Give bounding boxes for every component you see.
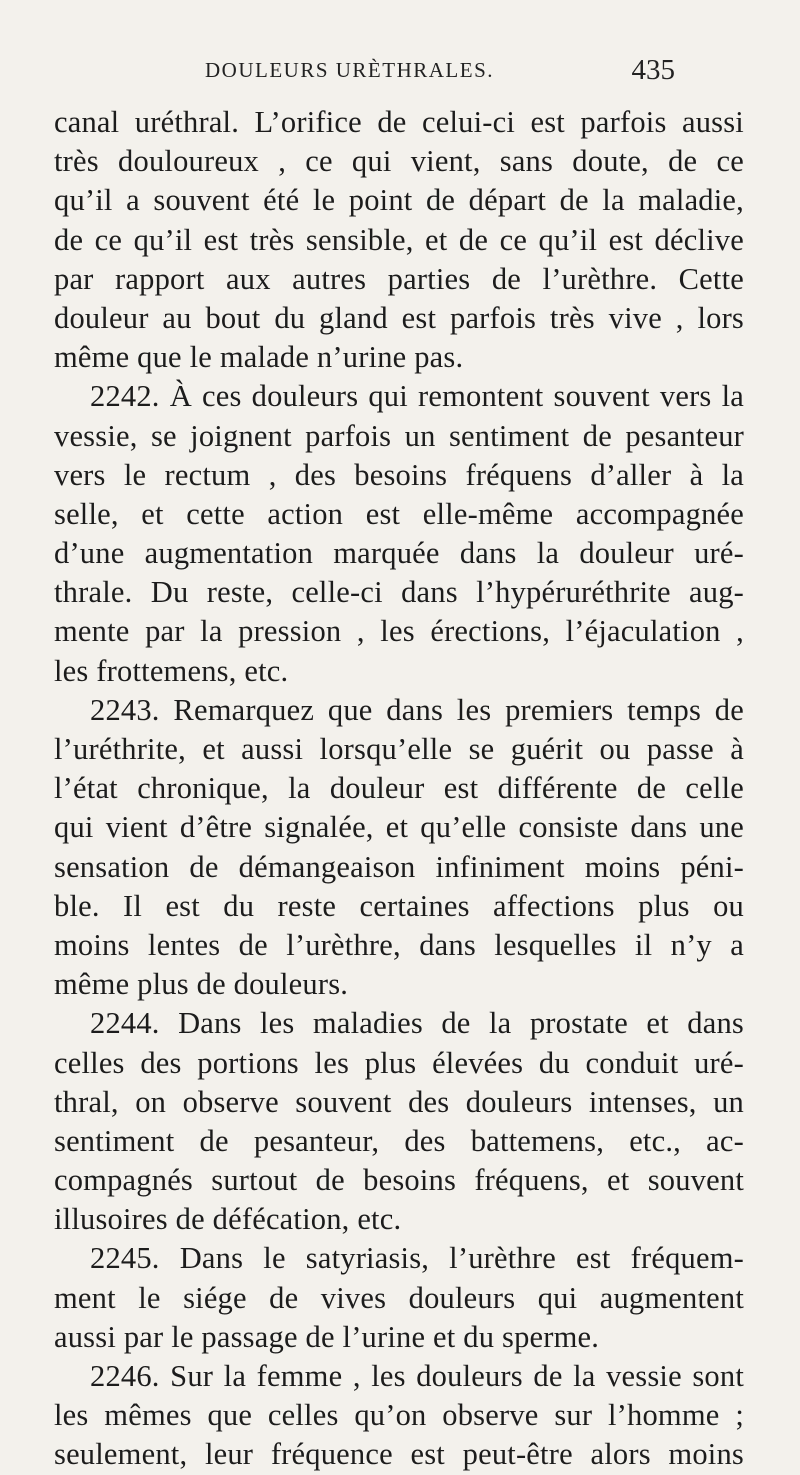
text-line: de ce qu’il est très sensible, et de ce qu’il est déclive [54, 222, 744, 257]
text-line: 2243. Remarquez que dans les premiers temps de [90, 692, 744, 727]
text-line: d’une augmentation marquée dans la douleur uré- [54, 536, 744, 571]
text-line: ble. Il est du reste certaines affections plus ou [54, 888, 744, 923]
text-line: 2246. Sur la femme , les douleurs de la vessie sont [90, 1359, 744, 1393]
text-line: même que le malade n’urine pas. [54, 340, 464, 375]
text-line: compagnés surtout de besoins fréquens, et souvent [54, 1163, 744, 1198]
text-line: mente par la pression , les érections, l’éjaculation , [54, 614, 744, 649]
text-line: 2244. Dans les maladies de la prostate et dans [90, 1006, 744, 1041]
text-line: canal uréthral. L’orifice de celui-ci est parfois aussi [54, 105, 744, 139]
text-line: douleur au bout du gland est parfois très vive , lors [54, 300, 744, 335]
text-line: les mêmes que celles qu’on observe sur l’homme ; [54, 1398, 744, 1433]
text-line: 2242. À ces douleurs qui remontent souvent vers la [90, 379, 744, 414]
text-line: même plus de douleurs. [54, 967, 349, 1002]
text-line: qu’il a souvent été le point de départ de la maladie, [54, 183, 744, 218]
running-head [205, 54, 675, 98]
text-line: selle, et cette action est elle-même accompagnée [54, 496, 744, 531]
running-head-title: DOULEURS URÈTHRALES. [205, 58, 495, 82]
text-line: 2245. Dans le satyriasis, l’urèthre est fréquem- [90, 1241, 744, 1276]
body-text [54, 103, 744, 1475]
text-line: vers le rectum , des besoins fréquens d’aller à la [54, 457, 744, 492]
text-line: sensation de démangeaison infiniment moins péni- [54, 849, 744, 884]
text-line: les frottemens, etc. [54, 653, 289, 688]
text-line: illusoires de défécation, etc. [54, 1202, 402, 1237]
text-line: aussi par le passage de l’urine et du sperme. [54, 1319, 600, 1354]
text-line: thral, on observe souvent des douleurs intenses, un [54, 1084, 744, 1119]
text-line: thrale. Du reste, celle-ci dans l’hypéruréthrite aug- [54, 575, 744, 610]
text-line: l’uréthrite, et aussi lorsqu’elle se guérit ou passe à [54, 732, 744, 766]
text-line: sentiment de pesanteur, des battemens, etc., ac- [54, 1123, 744, 1158]
text-line: qui vient d’être signalée, et qu’elle consiste dans une [54, 810, 744, 845]
text-line: très douloureux , ce qui vient, sans doute, de ce [54, 144, 744, 179]
text-line: seulement, leur fréquence est peut-être alors moins [54, 1437, 744, 1472]
text-line: vessie, se joignent parfois un sentiment de pesanteur [54, 418, 744, 453]
page-number: 435 [631, 54, 675, 86]
text-line: l’état chronique, la douleur est différente de celle [54, 771, 744, 806]
text-line: par rapport aux autres parties de l’urèthre. Cette [54, 261, 744, 296]
text-line: celles des portions les plus élevées du conduit uré- [54, 1045, 744, 1080]
text-line: moins lentes de l’urèthre, dans lesquelles il n’y a [54, 927, 744, 962]
text-line: ment le siége de vives douleurs qui augmentent [54, 1280, 744, 1315]
